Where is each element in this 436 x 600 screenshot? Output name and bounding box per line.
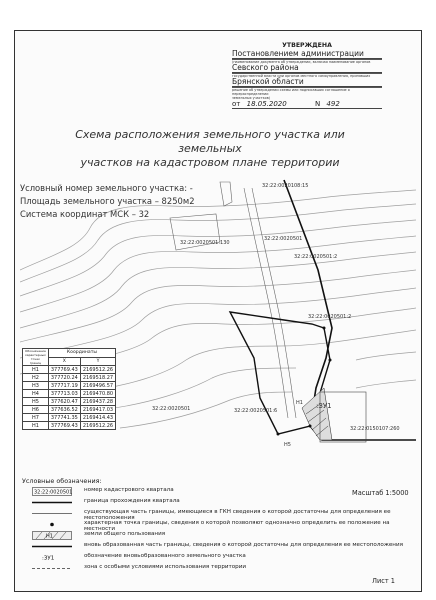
label-quarter-5: 32:22:0020501:2 <box>308 314 352 320</box>
parcel-area: Площадь земельного участка – 8250м2 <box>20 196 195 206</box>
table-cell-n: Н3 <box>23 382 49 390</box>
table-row <box>23 422 116 430</box>
approval-line-2: Севского района <box>232 64 382 73</box>
date-prefix: от <box>232 100 241 108</box>
table-cell-y: 2169512.26 <box>80 422 115 430</box>
table-cell-y: 2169512.26 <box>80 366 115 374</box>
legend-text-6: обозначение вновьобразованного земельного участка <box>84 553 246 559</box>
sheet-number: Лист 1 <box>372 577 396 585</box>
table-cell-y: 2169437.28 <box>80 398 115 406</box>
coordinate-system: Система координат МСК – 32 <box>20 209 150 219</box>
legend-symbol-point <box>32 520 72 529</box>
col-point-header: Обозначение характерных точек границ <box>23 349 49 366</box>
legend-item-special-zone <box>22 564 418 575</box>
label-quarter-7: 32:22:0020501:6 <box>234 408 278 414</box>
table-cell-x: 377620.47 <box>48 398 80 406</box>
table-cell-x: 377636.52 <box>48 406 80 414</box>
legend-symbol-new-boundary <box>32 542 72 551</box>
legend-symbol-new-parcel <box>32 553 72 562</box>
legend-item-new-parcel <box>22 553 418 564</box>
col-x-header: X <box>48 357 80 366</box>
legend-text-1: граница прохождения квартала <box>84 498 180 504</box>
approval-date: 18.05.2020 <box>246 100 287 108</box>
col-y-header: Y <box>80 357 115 366</box>
legend-text-3: характерная точка границы, сведения о которой позволяют однозначно определить ее положение на местности <box>84 520 390 532</box>
table-cell-n: Н7 <box>23 414 49 422</box>
label-quarter-8: 32:22:0150107:260 <box>350 426 400 432</box>
col-coords-header: Координаты <box>48 349 115 358</box>
title-line-1: Схема расположения земельного участка или земельных <box>75 128 345 155</box>
conditional-number: Условный номер земельного участка: - <box>20 183 193 193</box>
table-cell-x: 377717.19 <box>48 382 80 390</box>
label-quarter-1: 32:22:0020108:15 <box>262 183 309 189</box>
table-cell-y: 2169518.27 <box>80 374 115 382</box>
label-quarter-6: 32:22:0020501 <box>152 406 191 412</box>
table-cell-n: Н2 <box>23 374 49 382</box>
table-row <box>23 398 116 406</box>
approval-line-1: Постановлением администрации <box>232 50 382 59</box>
approval-line-3: Брянской области <box>232 78 382 87</box>
legend-symbol-existing-boundary <box>32 509 72 518</box>
table-cell-x: 377769.43 <box>48 366 80 374</box>
svg-text:Н1: Н1 <box>46 533 53 540</box>
label-quarter-2: 32:22:0020501:130 <box>180 240 230 246</box>
legend-text-5: вновь образованная часть границы, сведения о которой достаточны для определения ее местоположения <box>84 542 403 548</box>
coordinates-table <box>22 348 116 430</box>
approval-number: 492 <box>326 100 340 108</box>
label-quarter-4: 32:22:0020501:2 <box>294 254 338 260</box>
label-zu1: :ЗУ1 <box>316 402 332 410</box>
legend-symbol-common-land <box>32 531 72 540</box>
table-row <box>23 366 116 374</box>
approval-note-4: земельных участков) <box>232 96 271 100</box>
table-cell-y: 2169496.57 <box>80 382 115 390</box>
table-cell-x: 377741.35 <box>48 414 80 422</box>
legend-item-common-land <box>22 531 418 542</box>
table-row <box>23 390 116 398</box>
legend-text-7: зона с особыми условиями использования территории <box>84 564 247 570</box>
map-scale: Масштаб 1:5000 <box>352 489 409 497</box>
table-cell-n: Н1 <box>23 366 49 374</box>
table-cell-x: 377720.24 <box>48 374 80 382</box>
table-row <box>23 406 116 414</box>
table-cell-x: 377769.43 <box>48 422 80 430</box>
table-cell-n: Н5 <box>23 398 49 406</box>
legend-text-4: земли общего пользования <box>84 531 166 537</box>
approval-date-line <box>232 100 382 109</box>
svg-text::ЗУ1: :ЗУ1 <box>42 555 55 562</box>
legend-item-quarter-boundary <box>22 498 418 509</box>
approval-block <box>232 42 382 109</box>
hatched-zone <box>302 388 332 440</box>
legend-text-0: номер кадастрового квартала <box>84 487 174 493</box>
table-cell-n: Н6 <box>23 406 49 414</box>
table-cell-n: Н1 <box>23 422 49 430</box>
legend-symbol-quarter-boundary <box>32 498 72 507</box>
quarter-boundary <box>284 180 416 440</box>
label-point-h1: Н1 <box>296 400 303 406</box>
legend-symbol-quarter-number <box>32 487 72 496</box>
legend-symbol-special-zone <box>32 564 72 573</box>
label-point-h5: Н5 <box>284 442 291 448</box>
number-prefix: N <box>314 100 321 108</box>
approval-note-3: решение об утверждении схемы или подписавших соглашение о перераспределении <box>232 87 382 96</box>
approval-note-2: государственной власти или органов местного самоуправления, принявших <box>232 73 382 78</box>
table-row <box>23 382 116 390</box>
table-cell-y: 2169414.43 <box>80 414 115 422</box>
legend-text-2: существующая часть границы, имеющиеся в ГКН сведения о которой достаточны для определения ее местоположения <box>84 509 391 521</box>
legend-item-point <box>22 520 418 531</box>
table-cell-y: 2169470.80 <box>80 390 115 398</box>
document-title <box>60 128 360 170</box>
parcel-info <box>20 182 195 221</box>
legend-item-new-boundary <box>22 542 418 553</box>
approval-note-1: (наименование документа об утверждении, включая наименование органов <box>232 59 382 64</box>
table-cell-y: 2169417.03 <box>80 406 115 414</box>
table-cell-x: 377713.03 <box>48 390 80 398</box>
table-cell-n: Н4 <box>23 390 49 398</box>
approval-header: УТВЕРЖДЕНА <box>282 42 332 49</box>
svg-text:32:22:0020501: 32:22:0020501 <box>34 489 72 496</box>
table-row <box>23 414 116 422</box>
label-quarter-3: 32:22:0020501 <box>264 236 303 242</box>
title-line-2: участков на кадастровом плане территории <box>80 156 340 169</box>
legend-item-existing-boundary <box>22 509 418 520</box>
legend-title: Условные обозначения: <box>22 477 102 485</box>
table-row <box>23 374 116 382</box>
